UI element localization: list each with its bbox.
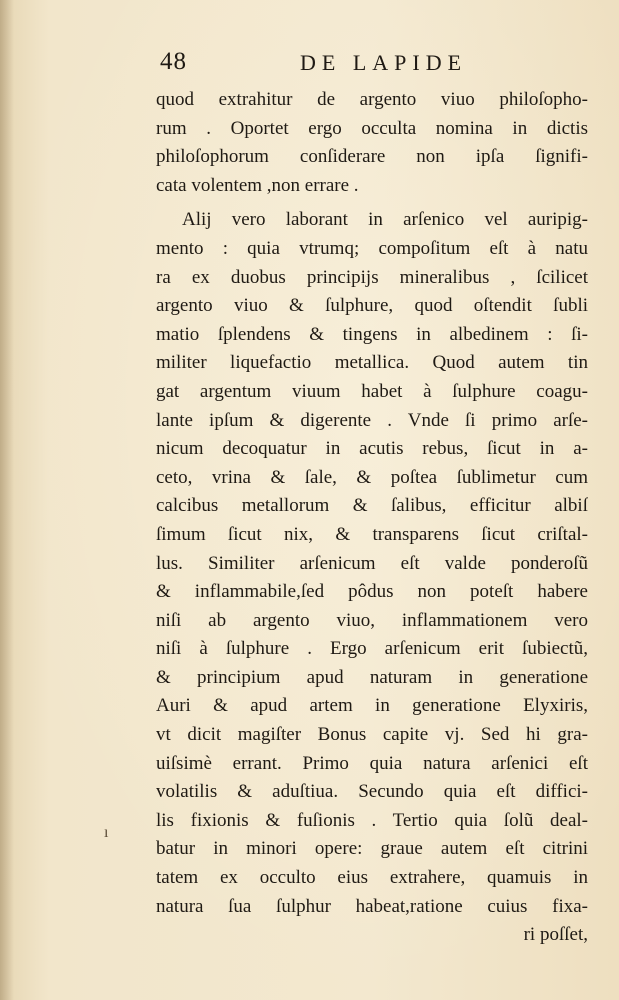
text-line: Auri & apud artem in generatione Elyxiris, bbox=[156, 695, 588, 717]
text-line: philoſophorum conſiderare non ipſa ſignifi- bbox=[156, 146, 588, 168]
text-line: ra ex duobus principijs mineralibus , ſcilicet bbox=[156, 266, 588, 288]
text-line: quod extrahitur de argento viuo philoſopho- bbox=[156, 89, 588, 110]
text-line: & inflammabile,ſed pôdus non poteſt habere bbox=[156, 581, 588, 603]
text-line: batur in minori opere: graue autem eſt citrini bbox=[156, 838, 588, 860]
running-head: DE LAPIDE bbox=[300, 50, 468, 75]
text-line: tatem ex occulto eius extrahere, quamuis in bbox=[156, 867, 588, 889]
text-line: cata volentem ,non errare . bbox=[156, 174, 359, 196]
page-header bbox=[160, 48, 490, 82]
text-line: & principium apud naturam in generatione bbox=[156, 666, 588, 688]
text-line: rum . Oportet ergo occulta nomina in dictis bbox=[156, 117, 588, 139]
text-line: militer liquefactio metallica. Quod autem tin bbox=[156, 352, 588, 374]
text-line: argento viuo & ſulphure, quod oſtendit ſubli bbox=[156, 295, 588, 317]
margin-mark: ı bbox=[104, 824, 109, 841]
text-line: vt dicit magiſter Bonus capite vj. Sed hi gra- bbox=[156, 724, 588, 746]
text-line: nicum decoquatur in acutis rebus, ſicut in a- bbox=[156, 438, 588, 460]
text-line: niſi ab argento viuo, inflammationem vero bbox=[156, 609, 588, 631]
catchword: ri poſſet, bbox=[523, 924, 588, 946]
text-line: Alij vero laborant in arſenico vel auripig- bbox=[182, 209, 588, 231]
text-line: volatilis & aduſtiua. Secundo quia eſt diffici- bbox=[156, 781, 588, 803]
text-line: niſi à ſulphure . Ergo arſenicum erit ſubiectũ, bbox=[156, 638, 588, 660]
text-line: lis fixionis & fuſionis . Tertio quia ſolũ deal- bbox=[156, 809, 588, 831]
text-line: natura ſua ſulphur habeat,ratione cuius fixa- bbox=[156, 895, 588, 917]
gutter-shadow bbox=[0, 0, 14, 1000]
text-line: ſimum ſicut nix, & transparens ſicut criſtal- bbox=[156, 523, 588, 545]
text-line: lante ipſum & digerente . Vnde ſi primo arſe- bbox=[156, 409, 588, 431]
text-line: ceto, vrina & ſale, & poſtea ſublimetur cum bbox=[156, 466, 588, 488]
text-line: calcibus metallorum & ſalibus, efficitur albiſ bbox=[156, 495, 588, 517]
text-block bbox=[156, 86, 588, 950]
text-line: gat argentum viuum habet à ſulphure coagu- bbox=[156, 380, 588, 402]
page-number: 48 bbox=[160, 48, 187, 75]
text-line: mento : quia vtrumq; compoſitum eſt à natu bbox=[156, 237, 588, 259]
text-line: matio ſplendens & tingens in albedinem : ſi- bbox=[156, 323, 588, 345]
text-line: uiſsimè errant. Primo quia natura arſenici eſt bbox=[156, 752, 588, 774]
text-line: lus. Similiter arſenicum eſt valde ponderoſũ bbox=[156, 552, 588, 574]
